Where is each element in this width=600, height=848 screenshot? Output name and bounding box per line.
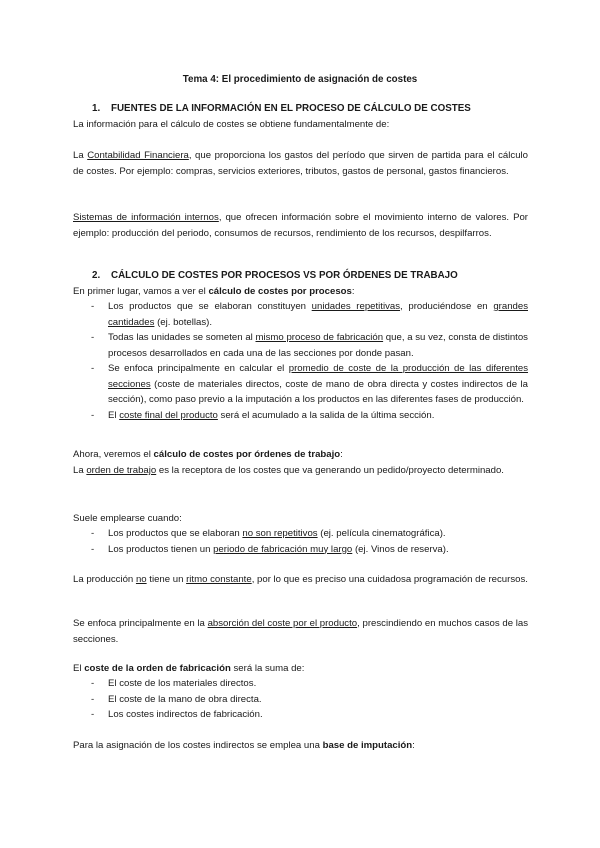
text-run: que, a su vez, consta de distintos procesos desarrollados en cada una de las secciones por donde pasan. bbox=[108, 332, 528, 359]
underlined-term: absorción del coste por el producto bbox=[207, 618, 358, 629]
list-item bbox=[0, 361, 528, 408]
underlined-term: Contabilidad Financiera bbox=[87, 150, 189, 161]
text-run: (ej. botellas). bbox=[154, 316, 212, 328]
text-run: , que proporciona los gastos del período que sirven de partida para el cálculo de costes. Por ejemplo: compras, servicios exteriores, tributos, gastos de personal, gastos financieros. bbox=[73, 150, 528, 177]
orden-trabajo-definition bbox=[73, 463, 528, 479]
text-run: Los productos tienen un bbox=[108, 543, 214, 555]
bold-term: cálculo de costes por órdenes de trabajo bbox=[153, 449, 341, 460]
coste-orden-paragraph bbox=[73, 661, 528, 677]
underlined-term: mismo proceso de fabricación bbox=[255, 332, 384, 343]
underlined-term: orden de trabajo bbox=[86, 465, 157, 476]
text-run: (coste de materiales directos, coste de mano de obra directa y costes indirectos de la sección), como paso previo a la imputación a los productos en las diferentes fases de producción. bbox=[108, 378, 528, 405]
list-item bbox=[0, 330, 528, 361]
text-run: , que ofrecen información sobre el movimiento interno de valores. Por ejemplo: producción del periodo, consumos de recursos, rendimiento de los recursos, despilfarros. bbox=[73, 212, 528, 239]
text-run: Ahora, veremos el bbox=[73, 449, 154, 460]
text-run: En primer lugar, vamos a ver el bbox=[73, 286, 209, 297]
text-run: Los productos que se elaboran constituyen bbox=[108, 301, 312, 312]
text-run: Para la asignación de los costes indirectos se emplea una bbox=[73, 740, 323, 751]
section-1-number: 1. bbox=[92, 103, 101, 114]
list-item bbox=[0, 542, 528, 558]
text-run: , prescindiendo en muchos casos de las secciones. bbox=[73, 618, 529, 645]
text-run: Los costes indirectos de fabricación. bbox=[108, 709, 263, 720]
underlined-term: ritmo constante bbox=[186, 574, 252, 585]
bold-term: cálculo de costes por procesos bbox=[208, 286, 352, 297]
list-item bbox=[0, 676, 528, 692]
list-item bbox=[0, 299, 528, 330]
dash-bullet: - bbox=[91, 678, 95, 689]
list-item bbox=[0, 692, 528, 708]
text-run: La producción bbox=[73, 574, 136, 585]
ordenes-intro bbox=[73, 447, 528, 463]
dash-bullet: - bbox=[91, 409, 95, 421]
suele-emplearse: Suele emplearse cuando: bbox=[73, 513, 182, 524]
text-run: será el acumulado a la salida de la última sección. bbox=[217, 409, 435, 421]
underlined-term: grandes cantidades bbox=[108, 301, 528, 328]
page-title: Tema 4: El procedimiento de asignación de costes bbox=[182, 74, 418, 85]
section-1-heading-text: FUENTES DE LA INFORMACIÓN EN EL PROCESO DE CÁLCULO DE COSTES bbox=[111, 103, 471, 114]
list-item bbox=[0, 408, 528, 424]
coste-orden-list bbox=[0, 676, 528, 723]
text-run: Todas las unidades se someten al bbox=[108, 332, 256, 343]
text-run: : bbox=[412, 740, 415, 751]
text-run: (ej. Vinos de reserva). bbox=[352, 543, 449, 555]
text-run: , por lo que es preciso una cuidadosa programación de recursos. bbox=[251, 574, 528, 585]
underlined-term: Sistemas de información internos bbox=[73, 212, 219, 223]
text-run: es la receptora de los costes que va generando un pedido/proyecto determinado. bbox=[156, 465, 504, 476]
underlined-term: no son repetitivos bbox=[242, 528, 318, 539]
text-run: (ej. película cinematográfica). bbox=[317, 528, 446, 539]
absorcion-paragraph bbox=[73, 616, 528, 647]
text-run: tiene un bbox=[146, 574, 187, 585]
section-1-heading bbox=[92, 101, 471, 117]
text-run: : bbox=[351, 286, 355, 297]
text-run: : bbox=[340, 449, 343, 460]
text-run: El bbox=[73, 663, 85, 674]
paragraph-sistemas-informacion bbox=[73, 210, 528, 241]
underlined-term: no bbox=[135, 574, 147, 585]
section-2-number: 2. bbox=[92, 270, 101, 281]
underlined-term: unidades repetitivas bbox=[311, 301, 401, 312]
list-item bbox=[0, 707, 528, 723]
section-2-heading bbox=[92, 268, 458, 284]
text-run: será la suma de: bbox=[230, 663, 305, 674]
bold-term: base de imputación bbox=[322, 740, 413, 751]
bold-term: coste de la orden de fabricación bbox=[84, 663, 231, 674]
ritmo-paragraph bbox=[73, 572, 528, 588]
dash-bullet: - bbox=[91, 693, 95, 705]
dash-bullet: - bbox=[91, 543, 95, 555]
text-run: La bbox=[73, 465, 87, 476]
section-2-heading-text: CÁLCULO DE COSTES POR PROCESOS VS POR ÓRDENES DE TRABAJO bbox=[111, 270, 458, 281]
dash-bullet: - bbox=[91, 332, 95, 343]
procesos-list bbox=[0, 299, 528, 423]
section-1-intro: La información para el cálculo de costes se obtiene fundamentalmente de: bbox=[73, 119, 390, 130]
ordenes-list bbox=[0, 526, 528, 557]
text-run: El coste de la mano de obra directa. bbox=[108, 693, 262, 705]
dash-bullet: - bbox=[91, 528, 95, 539]
text-run: Se enfoca principalmente en calcular el bbox=[108, 363, 289, 374]
underlined-term: coste final del producto bbox=[119, 409, 218, 421]
dash-bullet: - bbox=[91, 301, 95, 312]
underlined-term: promedio de coste de la producción de las diferentes secciones bbox=[108, 363, 529, 390]
base-imputacion-paragraph bbox=[73, 738, 528, 754]
list-item bbox=[0, 526, 528, 542]
text-run: , produciéndose en bbox=[400, 301, 494, 312]
text-run: La bbox=[73, 150, 88, 161]
text-run: El coste de los materiales directos. bbox=[108, 678, 257, 689]
text-run: Los productos que se elaboran bbox=[108, 528, 243, 539]
paragraph-contabilidad-financiera bbox=[73, 148, 528, 179]
text-run: El bbox=[108, 409, 120, 421]
underlined-term: periodo de fabricación muy largo bbox=[213, 543, 353, 555]
dash-bullet: - bbox=[91, 709, 95, 720]
dash-bullet: - bbox=[91, 363, 95, 374]
procesos-intro bbox=[73, 284, 528, 300]
text-run: Se enfoca principalmente en la bbox=[73, 618, 208, 629]
